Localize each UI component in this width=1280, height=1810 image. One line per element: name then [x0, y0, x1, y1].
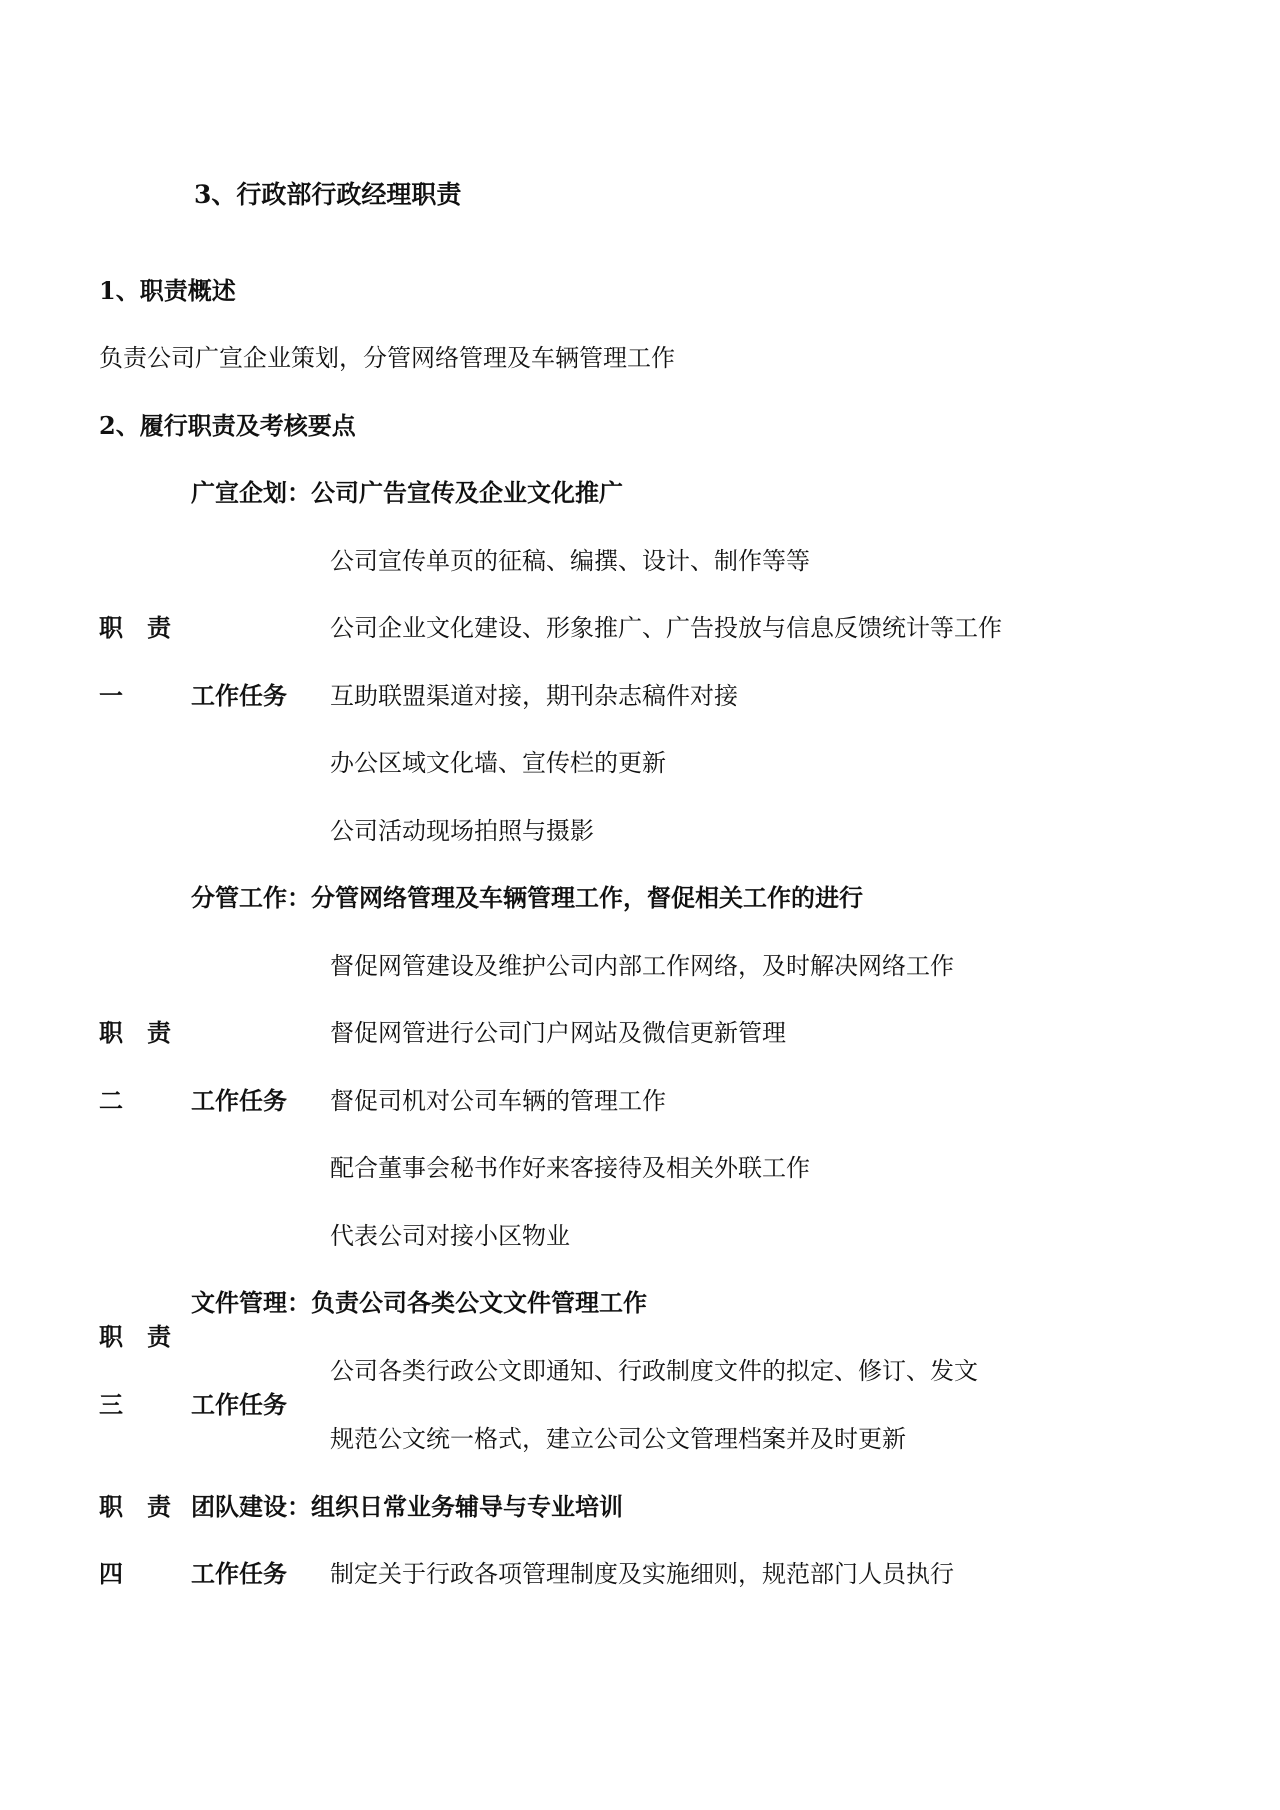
duty-1-task: 办公区域文化墙、宣传栏的更新	[330, 749, 666, 777]
duty-2-task: 配合董事会秘书作好来客接待及相关外联工作	[330, 1154, 810, 1182]
duty-4-label: 职 责	[99, 1492, 171, 1521]
duty-4-work-tasks-label: 工作任务	[191, 1559, 287, 1588]
duty-3-heading: 文件管理：负责公司各类公文文件管理工作	[191, 1288, 647, 1317]
section-heading-overview: 1、职责概述	[99, 276, 236, 305]
duty-1-number: 一	[99, 681, 123, 710]
duty-1-task: 公司企业文化建设、形象推广、广告投放与信息反馈统计等工作	[330, 614, 1002, 642]
duty-1-label: 职 责	[99, 613, 171, 642]
duty-2-task: 督促司机对公司车辆的管理工作	[330, 1087, 666, 1115]
duty-1-task: 公司活动现场拍照与摄影	[330, 817, 594, 845]
duty-4-number: 四	[99, 1559, 123, 1588]
duty-3-label: 职 责	[99, 1322, 171, 1351]
duty-2-task: 督促网管进行公司门户网站及微信更新管理	[330, 1019, 786, 1047]
duty-2-work-tasks-label: 工作任务	[191, 1086, 287, 1115]
duty-3-work-tasks-label: 工作任务	[191, 1390, 287, 1419]
duty-2-number: 二	[99, 1086, 123, 1115]
duty-2-task: 督促网管建设及维护公司内部工作网络，及时解决网络工作	[330, 952, 954, 980]
duty-4-task: 制定关于行政各项管理制度及实施细则，规范部门人员执行	[330, 1560, 954, 1588]
duty-3-number: 三	[99, 1390, 123, 1419]
section-heading-duties: 2、履行职责及考核要点	[99, 411, 356, 440]
duty-3-task: 规范公文统一格式，建立公司公文管理档案并及时更新	[330, 1425, 906, 1453]
duty-2-label: 职 责	[99, 1018, 171, 1047]
page-title: 3、行政部行政经理职责	[194, 180, 462, 209]
overview-text: 负责公司广宣企业策划，分管网络管理及车辆管理工作	[99, 344, 675, 372]
duty-1-task: 互助联盟渠道对接，期刊杂志稿件对接	[330, 682, 738, 710]
duty-2-heading: 分管工作：分管网络管理及车辆管理工作，督促相关工作的进行	[191, 883, 863, 912]
duty-1-task: 公司宣传单页的征稿、编撰、设计、制作等等	[330, 547, 810, 575]
duty-4-heading: 团队建设：组织日常业务辅导与专业培训	[191, 1492, 623, 1521]
duty-2-task: 代表公司对接小区物业	[330, 1222, 570, 1250]
duty-3-task: 公司各类行政公文即通知、行政制度文件的拟定、修订、发文	[330, 1357, 978, 1385]
duty-1-work-tasks-label: 工作任务	[191, 681, 287, 710]
duty-1-heading: 广宣企划：公司广告宣传及企业文化推广	[191, 478, 623, 507]
